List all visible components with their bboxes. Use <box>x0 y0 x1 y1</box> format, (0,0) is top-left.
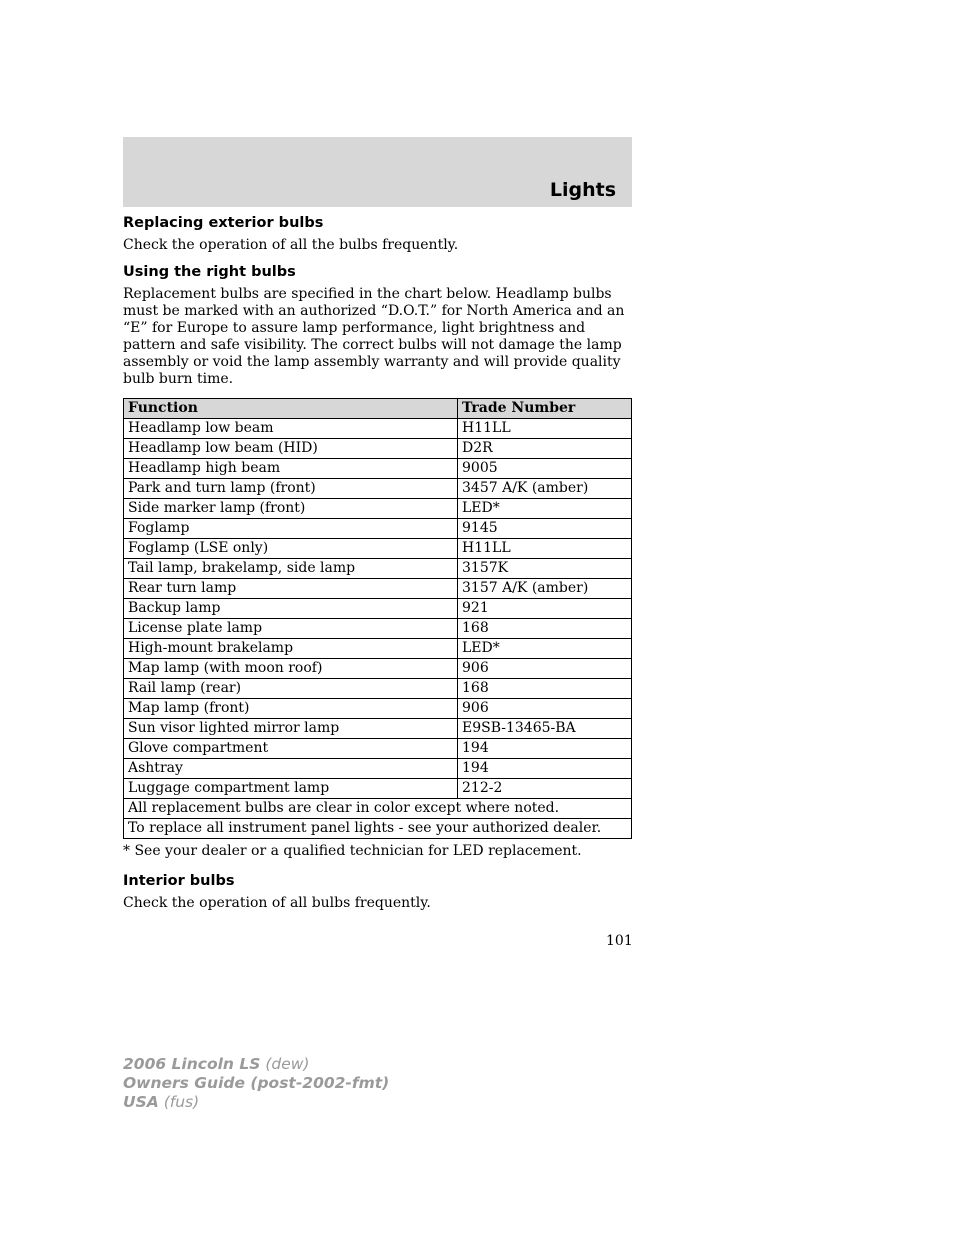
function-cell: Sun visor lighted mirror lamp <box>124 719 458 739</box>
trade-number-cell: 3457 A/K (amber) <box>458 479 632 499</box>
page-number: 101 <box>606 933 633 949</box>
function-cell: Tail lamp, brakelamp, side lamp <box>124 559 458 579</box>
table-row <box>124 719 632 739</box>
function-cell: Luggage compartment lamp <box>124 779 458 799</box>
section-header-band <box>123 137 632 207</box>
document-footer <box>123 1055 389 1112</box>
footer-market-code: (fus) <box>163 1093 200 1111</box>
table-row <box>124 599 632 619</box>
table-note: All replacement bulbs are clear in color except where noted. <box>124 799 632 819</box>
trade-number-cell: 194 <box>458 739 632 759</box>
page-content <box>123 214 632 921</box>
table-row <box>124 539 632 559</box>
footer-market: USA <box>123 1093 159 1111</box>
column-header-trade-number: Trade Number <box>458 399 632 419</box>
interior-bulbs-heading: Interior bulbs <box>123 873 235 889</box>
table-row <box>124 559 632 579</box>
table-row <box>124 579 632 599</box>
table-row <box>124 619 632 639</box>
trade-number-cell: 3157K <box>458 559 632 579</box>
trade-number-cell: H11LL <box>458 419 632 439</box>
function-cell: Park and turn lamp (front) <box>124 479 458 499</box>
trade-number-cell: D2R <box>458 439 632 459</box>
function-cell: Map lamp (front) <box>124 699 458 719</box>
footer-model-code: (dew) <box>265 1055 310 1073</box>
function-cell: Rail lamp (rear) <box>124 679 458 699</box>
footer-model: 2006 Lincoln LS <box>123 1055 261 1073</box>
function-cell: Map lamp (with moon roof) <box>124 659 458 679</box>
function-cell: Foglamp (LSE only) <box>124 539 458 559</box>
function-cell: Side marker lamp (front) <box>124 499 458 519</box>
table-row <box>124 459 632 479</box>
table-row <box>124 519 632 539</box>
function-cell: Glove compartment <box>124 739 458 759</box>
table-row <box>124 679 632 699</box>
table-row <box>124 439 632 459</box>
function-cell: Headlamp low beam <box>124 419 458 439</box>
function-cell: Headlamp low beam (HID) <box>124 439 458 459</box>
function-cell: Rear turn lamp <box>124 579 458 599</box>
function-cell: Headlamp high beam <box>124 459 458 479</box>
function-cell: Backup lamp <box>124 599 458 619</box>
function-cell: Ashtray <box>124 759 458 779</box>
function-cell: Foglamp <box>124 519 458 539</box>
function-cell: High-mount brakelamp <box>124 639 458 659</box>
footer-guide: Owners Guide (post-2002-fmt) <box>123 1074 390 1092</box>
table-row <box>124 779 632 799</box>
table-row <box>124 479 632 499</box>
footer-line-3 <box>123 1093 389 1112</box>
footer-line-2 <box>123 1074 389 1093</box>
trade-number-cell: H11LL <box>458 539 632 559</box>
table-header-row <box>124 399 632 419</box>
exterior-bulbs-heading: Replacing exterior bulbs <box>123 215 324 231</box>
table-note: To replace all instrument panel lights - see your authorized dealer. <box>124 819 632 839</box>
table-row <box>124 419 632 439</box>
function-cell: License plate lamp <box>124 619 458 639</box>
interior-bulbs-text: Check the operation of all bulbs frequently. <box>123 895 431 911</box>
trade-number-cell: 168 <box>458 619 632 639</box>
trade-number-cell: 9005 <box>458 459 632 479</box>
trade-number-cell: 168 <box>458 679 632 699</box>
exterior-bulbs-text: Check the operation of all the bulbs frequently. <box>123 237 459 253</box>
table-note-row <box>124 819 632 839</box>
table-row <box>124 659 632 679</box>
right-bulbs-heading: Using the right bulbs <box>123 264 296 280</box>
table-note-row <box>124 799 632 819</box>
trade-number-cell: 212-2 <box>458 779 632 799</box>
table-row <box>124 739 632 759</box>
trade-number-cell: 3157 A/K (amber) <box>458 579 632 599</box>
table-row <box>124 759 632 779</box>
bulb-table-body <box>124 419 632 839</box>
trade-number-cell: 906 <box>458 659 632 679</box>
trade-number-cell: LED* <box>458 639 632 659</box>
table-row <box>124 699 632 719</box>
trade-number-cell: LED* <box>458 499 632 519</box>
footer-line-1 <box>123 1055 389 1074</box>
trade-number-cell: E9SB-13465-BA <box>458 719 632 739</box>
right-bulbs-text: Replacement bulbs are specified in the chart below. Headlamp bulbs must be marked with an authorized “D.O.T.” for North America and an “E” for Europe to assure lamp performance, light brightness and pattern and safe visibility. The correct bulbs will not damage the lamp assembly or void the lamp assembly warranty and will provide quality bulb burn time. <box>123 286 625 387</box>
trade-number-cell: 194 <box>458 759 632 779</box>
column-header-function: Function <box>124 399 458 419</box>
trade-number-cell: 921 <box>458 599 632 619</box>
bulb-table <box>123 398 632 839</box>
trade-number-cell: 906 <box>458 699 632 719</box>
section-title: Lights <box>549 179 616 201</box>
table-row <box>124 499 632 519</box>
led-footnote: * See your dealer or a qualified technician for LED replacement. <box>123 843 582 859</box>
table-row <box>124 639 632 659</box>
trade-number-cell: 9145 <box>458 519 632 539</box>
